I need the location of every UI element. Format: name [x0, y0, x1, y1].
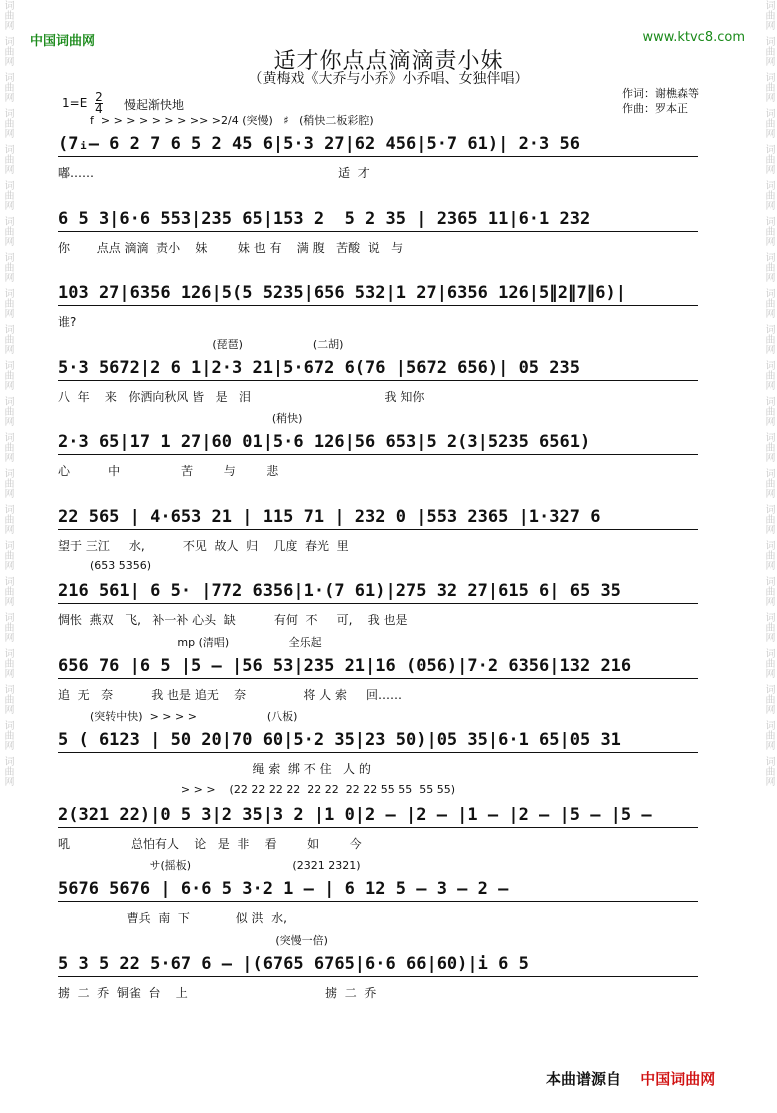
row-lyrics: 吼 总怕有人 论 是 非 看 如 今: [58, 836, 362, 851]
row-lyrics: 嘟…… 适 才: [58, 166, 370, 180]
lyricist: 作词：谢樵森等: [622, 87, 699, 100]
watermark-text: 词曲网: [2, 576, 13, 606]
watermark-text: 词曲网: [763, 288, 774, 318]
watermark-text: 词曲网: [2, 396, 13, 426]
row-notes: 5 ( 6123 | 50 20|70 60|5·2 35|23 50)|05 35|6·1 65|05 31: [58, 730, 621, 750]
watermark-text: 词曲网: [2, 540, 13, 570]
watermark-text: 词曲网: [763, 360, 774, 390]
row-annotation: (突慢一倍): [90, 933, 328, 947]
watermark-text: 词曲网: [2, 648, 13, 678]
watermark-text: 词曲网: [763, 216, 774, 246]
watermark-text: 词曲网: [2, 720, 13, 750]
row-lyrics: 追 无 奈 我 也是 追无 奈 将 人 索 回……: [58, 687, 403, 702]
row-notes: (7ᵢ— 6 2 7 6 5 2 45 6|5·3 27|62 456|5·7 61)| 2·3 56: [58, 134, 580, 154]
beam-line: [58, 156, 698, 157]
row-lyrics: 惆怅 燕双 飞, 补一补 心头 缺 有何 不 可, 我 也是: [58, 613, 408, 627]
watermark-text: 词曲网: [2, 360, 13, 390]
watermark-text: 词曲网: [763, 756, 774, 786]
watermark-text: 词曲网: [2, 612, 13, 642]
watermark-text: 词曲网: [763, 36, 774, 66]
watermark-text: 词曲网: [2, 324, 13, 354]
time-sig-numerator: 2: [95, 90, 103, 104]
row-annotation: (653 5356): [90, 559, 152, 572]
row-annotation: (琵琶) (二胡): [90, 337, 344, 351]
row-lyrics: 谁?: [58, 315, 77, 329]
row-annotation: (稍快): [90, 412, 303, 425]
beam-line: [58, 752, 698, 753]
composer: 作曲：罗本正: [622, 102, 688, 115]
footer: [546, 1068, 715, 1089]
watermark-text: 词曲网: [763, 432, 774, 462]
beam-line: [58, 454, 698, 455]
watermark-text: 词曲网: [763, 612, 774, 642]
watermark-text: 词曲网: [763, 180, 774, 210]
watermark-text: 词曲网: [763, 144, 774, 174]
watermark-text: 词曲网: [763, 72, 774, 102]
row-annotation: > > > (22 22 22 22 22 22 22 22 55 55 55 55): [90, 782, 456, 796]
row-annotation: サ(摇板) (2321 2321): [90, 859, 361, 872]
row-lyrics: 望于 三江 水, 不见 故人 归 几度 春光 里: [58, 538, 349, 553]
footer-source-label: 本曲谱源自: [546, 1070, 622, 1088]
row-lyrics: 绳 索 绑 不 住 人 的: [58, 762, 371, 776]
row-notes: 22 565 | 4·653 21 | 115 71 | 232 0 |553 2365 |1·327 6: [58, 506, 601, 527]
beam-line: [58, 603, 698, 604]
beam-line: [58, 305, 698, 306]
row-annotation: (突转中快) > > > > (八板): [90, 710, 298, 723]
tempo-marking: 慢起渐快地: [124, 98, 185, 112]
watermark-text: 词曲网: [763, 324, 774, 354]
watermark-text: 词曲网: [2, 432, 13, 462]
row-notes: 656 76 |6 5 |5 — |56 53|235 21|16 (056)|7·2 6356|132 216: [58, 655, 632, 676]
row-annotation: mp (清唱) 全乐起: [90, 635, 322, 649]
beam-line: [58, 231, 698, 232]
row-notes: 5·3 5672|2 6 1|2·3 21|5·672 6(76 |5672 656)| 05 235: [58, 357, 580, 378]
watermark-text: 词曲网: [2, 72, 13, 102]
watermark-text: 词曲网: [2, 468, 13, 498]
beam-line: [58, 678, 698, 679]
watermark-text: 词曲网: [763, 684, 774, 714]
footer-source-brand[interactable]: 中国词曲网: [640, 1070, 716, 1088]
row-annotation: f > > > > > > > >> >2/4 (突慢) ♯ (稍快二板彩腔): [90, 114, 374, 127]
row-notes: 5676 5676 | 6·6 5 3·2 1 — | 6 12 5 — 3 — 2 —: [58, 879, 509, 899]
key-label: 1=E: [62, 96, 88, 110]
watermark-text: 词曲网: [763, 108, 774, 138]
beam-line: [58, 976, 698, 977]
row-lyrics: 掳 二 乔 铜雀 台 上 掳 二 乔: [58, 985, 377, 1000]
watermark-text: 词曲网: [763, 648, 774, 678]
watermark-text: 词曲网: [763, 720, 774, 750]
watermark-text: 词曲网: [2, 756, 13, 786]
watermark-text: 词曲网: [763, 540, 774, 570]
watermark-text: 词曲网: [2, 36, 13, 66]
row-notes: 216 561| 6 5· |772 6356|1·(7 61)|275 32 27|615 6| 65 35: [58, 581, 621, 601]
row-notes: 103 27|6356 126|5(5 5235|656 532|1 27|6356 126|5∥2∥7∥6)|: [58, 283, 626, 303]
site-name[interactable]: 中国词曲网: [30, 34, 96, 49]
row-lyrics: 曹兵 南 下 似 洪 水,: [58, 911, 287, 925]
watermark-text: 词曲网: [2, 504, 13, 534]
watermark-text: 词曲网: [763, 0, 774, 30]
page-subtitle: （黄梅戏《大乔与小乔》小乔唱、女独伴唱）: [248, 71, 529, 87]
beam-line: [58, 380, 698, 381]
watermark-text: 词曲网: [763, 468, 774, 498]
beam-line: [58, 827, 698, 828]
watermark-text: 词曲网: [2, 180, 13, 210]
credits: [622, 86, 699, 116]
row-notes: 2(321 22)|0 5 3|2 35|3 2 |1 0|2 — |2 — |1 — |2 — |5 — |5 —: [58, 804, 652, 825]
watermark-text: 词曲网: [2, 0, 13, 30]
row-lyrics: 心 中 苦 与 悲: [58, 464, 279, 478]
left-watermark-strip: [0, 0, 16, 1113]
watermark-text: 词曲网: [763, 504, 774, 534]
watermark-text: 词曲网: [763, 252, 774, 282]
row-notes: 6 5 3|6·6 553|235 65|153 2 5 2 35 | 2365 11|6·1 232: [58, 208, 591, 229]
watermark-text: 词曲网: [2, 108, 13, 138]
row-notes: 2·3 65|17 1 27|60 01|5·6 126|56 653|5 2(3|5235 6561): [58, 432, 591, 452]
watermark-text: 词曲网: [2, 684, 13, 714]
watermark-text: 词曲网: [763, 396, 774, 426]
watermark-text: 词曲网: [2, 144, 13, 174]
watermark-text: 词曲网: [2, 216, 13, 246]
watermark-text: 词曲网: [2, 288, 13, 318]
site-url[interactable]: www.ktvc8.com: [642, 30, 745, 45]
time-sig-denominator: 4: [95, 102, 103, 116]
right-watermark-strip: [761, 0, 777, 1113]
row-lyrics: 八 年 来 你洒向秋风 皆 是 泪 我 知你: [58, 389, 425, 404]
watermark-text: 词曲网: [763, 576, 774, 606]
row-lyrics: 你 点点 滴滴 责小 妹 妹 也 有 满 腹 苦酸 说 与: [58, 240, 404, 255]
page-title: 适才你点点滴滴责小妹: [273, 49, 504, 74]
beam-line: [58, 529, 698, 530]
watermark-text: 词曲网: [2, 252, 13, 282]
row-notes: 5 3 5 22 5·67 6 — |(6765 6765|6·6 66|60)|i 6 5: [58, 953, 529, 974]
beam-line: [58, 901, 698, 902]
